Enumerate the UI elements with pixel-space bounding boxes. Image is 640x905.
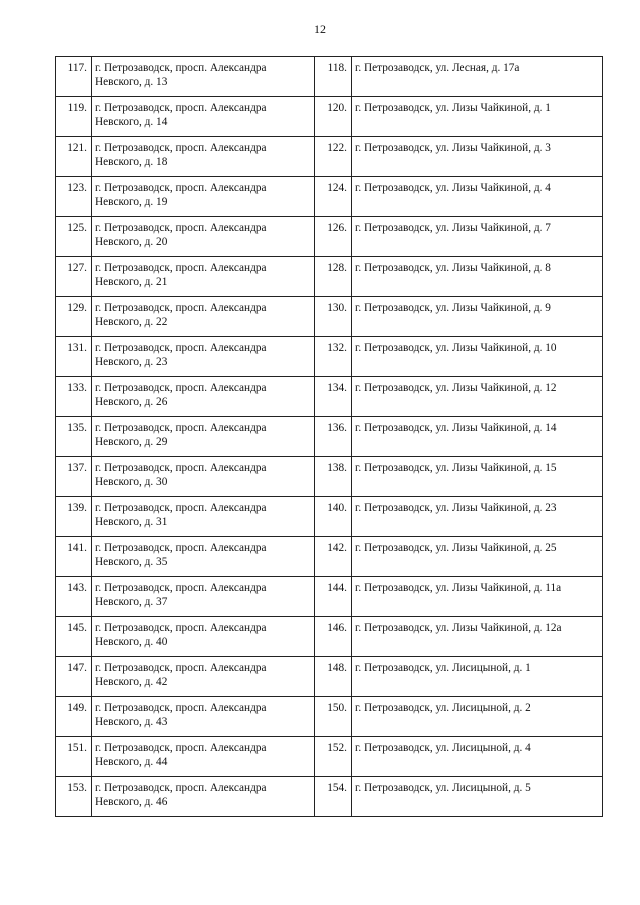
left-number-cell: 123.	[56, 177, 92, 217]
left-address-cell: г. Петрозаводск, просп. Александра Невского, д. 31	[92, 497, 315, 537]
page-number: 12	[314, 22, 326, 36]
table-row	[56, 457, 603, 497]
table-row	[56, 57, 603, 97]
table-row	[56, 217, 603, 257]
right-number-cell: 118.	[315, 57, 352, 97]
right-address-cell: г. Петрозаводск, ул. Лизы Чайкиной, д. 25	[352, 537, 603, 577]
right-address-cell: г. Петрозаводск, ул. Лизы Чайкиной, д. 12	[352, 377, 603, 417]
left-address-cell: г. Петрозаводск, просп. Александра Невского, д. 46	[92, 777, 315, 817]
table-row	[56, 177, 603, 217]
right-address-cell: г. Петрозаводск, ул. Лизы Чайкиной, д. 9	[352, 297, 603, 337]
right-address-cell: г. Петрозаводск, ул. Лизы Чайкиной, д. 4	[352, 177, 603, 217]
right-number-cell: 126.	[315, 217, 352, 257]
left-address-cell: г. Петрозаводск, просп. Александра Невского, д. 21	[92, 257, 315, 297]
table-row	[56, 97, 603, 137]
right-address-cell: г. Петрозаводск, ул. Лисицыной, д. 1	[352, 657, 603, 697]
left-address-cell: г. Петрозаводск, просп. Александра Невского, д. 43	[92, 697, 315, 737]
right-address-cell: г. Петрозаводск, ул. Лесная, д. 17а	[352, 57, 603, 97]
right-number-cell: 150.	[315, 697, 352, 737]
left-address-cell: г. Петрозаводск, просп. Александра Невского, д. 37	[92, 577, 315, 617]
table-row	[56, 257, 603, 297]
table-row	[56, 577, 603, 617]
address-table-body	[56, 57, 603, 817]
right-number-cell: 138.	[315, 457, 352, 497]
left-address-cell: г. Петрозаводск, просп. Александра Невского, д. 19	[92, 177, 315, 217]
right-address-cell: г. Петрозаводск, ул. Лисицыной, д. 2	[352, 697, 603, 737]
table-row	[56, 657, 603, 697]
left-address-cell: г. Петрозаводск, просп. Александра Невского, д. 30	[92, 457, 315, 497]
right-address-cell: г. Петрозаводск, ул. Лизы Чайкиной, д. 12а	[352, 617, 603, 657]
left-address-cell: г. Петрозаводск, просп. Александра Невского, д. 13	[92, 57, 315, 97]
left-number-cell: 153.	[56, 777, 92, 817]
left-number-cell: 133.	[56, 377, 92, 417]
left-number-cell: 119.	[56, 97, 92, 137]
table-row	[56, 737, 603, 777]
table-row	[56, 417, 603, 457]
table-row	[56, 137, 603, 177]
left-address-cell: г. Петрозаводск, просп. Александра Невского, д. 35	[92, 537, 315, 577]
left-address-cell: г. Петрозаводск, просп. Александра Невского, д. 22	[92, 297, 315, 337]
left-address-cell: г. Петрозаводск, просп. Александра Невского, д. 14	[92, 97, 315, 137]
right-number-cell: 142.	[315, 537, 352, 577]
right-address-cell: г. Петрозаводск, ул. Лизы Чайкиной, д. 14	[352, 417, 603, 457]
right-number-cell: 148.	[315, 657, 352, 697]
table-row	[56, 377, 603, 417]
right-number-cell: 128.	[315, 257, 352, 297]
left-address-cell: г. Петрозаводск, просп. Александра Невского, д. 44	[92, 737, 315, 777]
right-number-cell: 152.	[315, 737, 352, 777]
table-row	[56, 297, 603, 337]
left-address-cell: г. Петрозаводск, просп. Александра Невского, д. 23	[92, 337, 315, 377]
right-number-cell: 136.	[315, 417, 352, 457]
right-address-cell: г. Петрозаводск, ул. Лизы Чайкиной, д. 1	[352, 97, 603, 137]
table-row	[56, 537, 603, 577]
left-address-cell: г. Петрозаводск, просп. Александра Невского, д. 40	[92, 617, 315, 657]
right-address-cell: г. Петрозаводск, ул. Лизы Чайкиной, д. 10	[352, 337, 603, 377]
left-address-cell: г. Петрозаводск, просп. Александра Невского, д. 29	[92, 417, 315, 457]
right-number-cell: 120.	[315, 97, 352, 137]
left-number-cell: 127.	[56, 257, 92, 297]
right-address-cell: г. Петрозаводск, ул. Лисицыной, д. 5	[352, 777, 603, 817]
right-number-cell: 132.	[315, 337, 352, 377]
right-number-cell: 130.	[315, 297, 352, 337]
left-address-cell: г. Петрозаводск, просп. Александра Невского, д. 26	[92, 377, 315, 417]
table-row	[56, 617, 603, 657]
left-address-cell: г. Петрозаводск, просп. Александра Невского, д. 42	[92, 657, 315, 697]
left-number-cell: 143.	[56, 577, 92, 617]
right-number-cell: 124.	[315, 177, 352, 217]
left-number-cell: 141.	[56, 537, 92, 577]
left-number-cell: 151.	[56, 737, 92, 777]
right-address-cell: г. Петрозаводск, ул. Лисицыной, д. 4	[352, 737, 603, 777]
right-address-cell: г. Петрозаводск, ул. Лизы Чайкиной, д. 23	[352, 497, 603, 537]
left-number-cell: 131.	[56, 337, 92, 377]
left-number-cell: 135.	[56, 417, 92, 457]
right-address-cell: г. Петрозаводск, ул. Лизы Чайкиной, д. 8	[352, 257, 603, 297]
left-number-cell: 117.	[56, 57, 92, 97]
left-number-cell: 149.	[56, 697, 92, 737]
left-number-cell: 129.	[56, 297, 92, 337]
left-number-cell: 147.	[56, 657, 92, 697]
right-address-cell: г. Петрозаводск, ул. Лизы Чайкиной, д. 7	[352, 217, 603, 257]
right-number-cell: 146.	[315, 617, 352, 657]
left-number-cell: 121.	[56, 137, 92, 177]
left-number-cell: 145.	[56, 617, 92, 657]
table-row	[56, 497, 603, 537]
right-number-cell: 134.	[315, 377, 352, 417]
right-address-cell: г. Петрозаводск, ул. Лизы Чайкиной, д. 15	[352, 457, 603, 497]
right-number-cell: 140.	[315, 497, 352, 537]
left-number-cell: 125.	[56, 217, 92, 257]
table-row	[56, 337, 603, 377]
left-number-cell: 137.	[56, 457, 92, 497]
table-row	[56, 777, 603, 817]
left-number-cell: 139.	[56, 497, 92, 537]
right-number-cell: 122.	[315, 137, 352, 177]
left-address-cell: г. Петрозаводск, просп. Александра Невского, д. 20	[92, 217, 315, 257]
right-number-cell: 144.	[315, 577, 352, 617]
right-number-cell: 154.	[315, 777, 352, 817]
address-table	[55, 56, 603, 817]
left-address-cell: г. Петрозаводск, просп. Александра Невского, д. 18	[92, 137, 315, 177]
table-row	[56, 697, 603, 737]
right-address-cell: г. Петрозаводск, ул. Лизы Чайкиной, д. 11а	[352, 577, 603, 617]
right-address-cell: г. Петрозаводск, ул. Лизы Чайкиной, д. 3	[352, 137, 603, 177]
